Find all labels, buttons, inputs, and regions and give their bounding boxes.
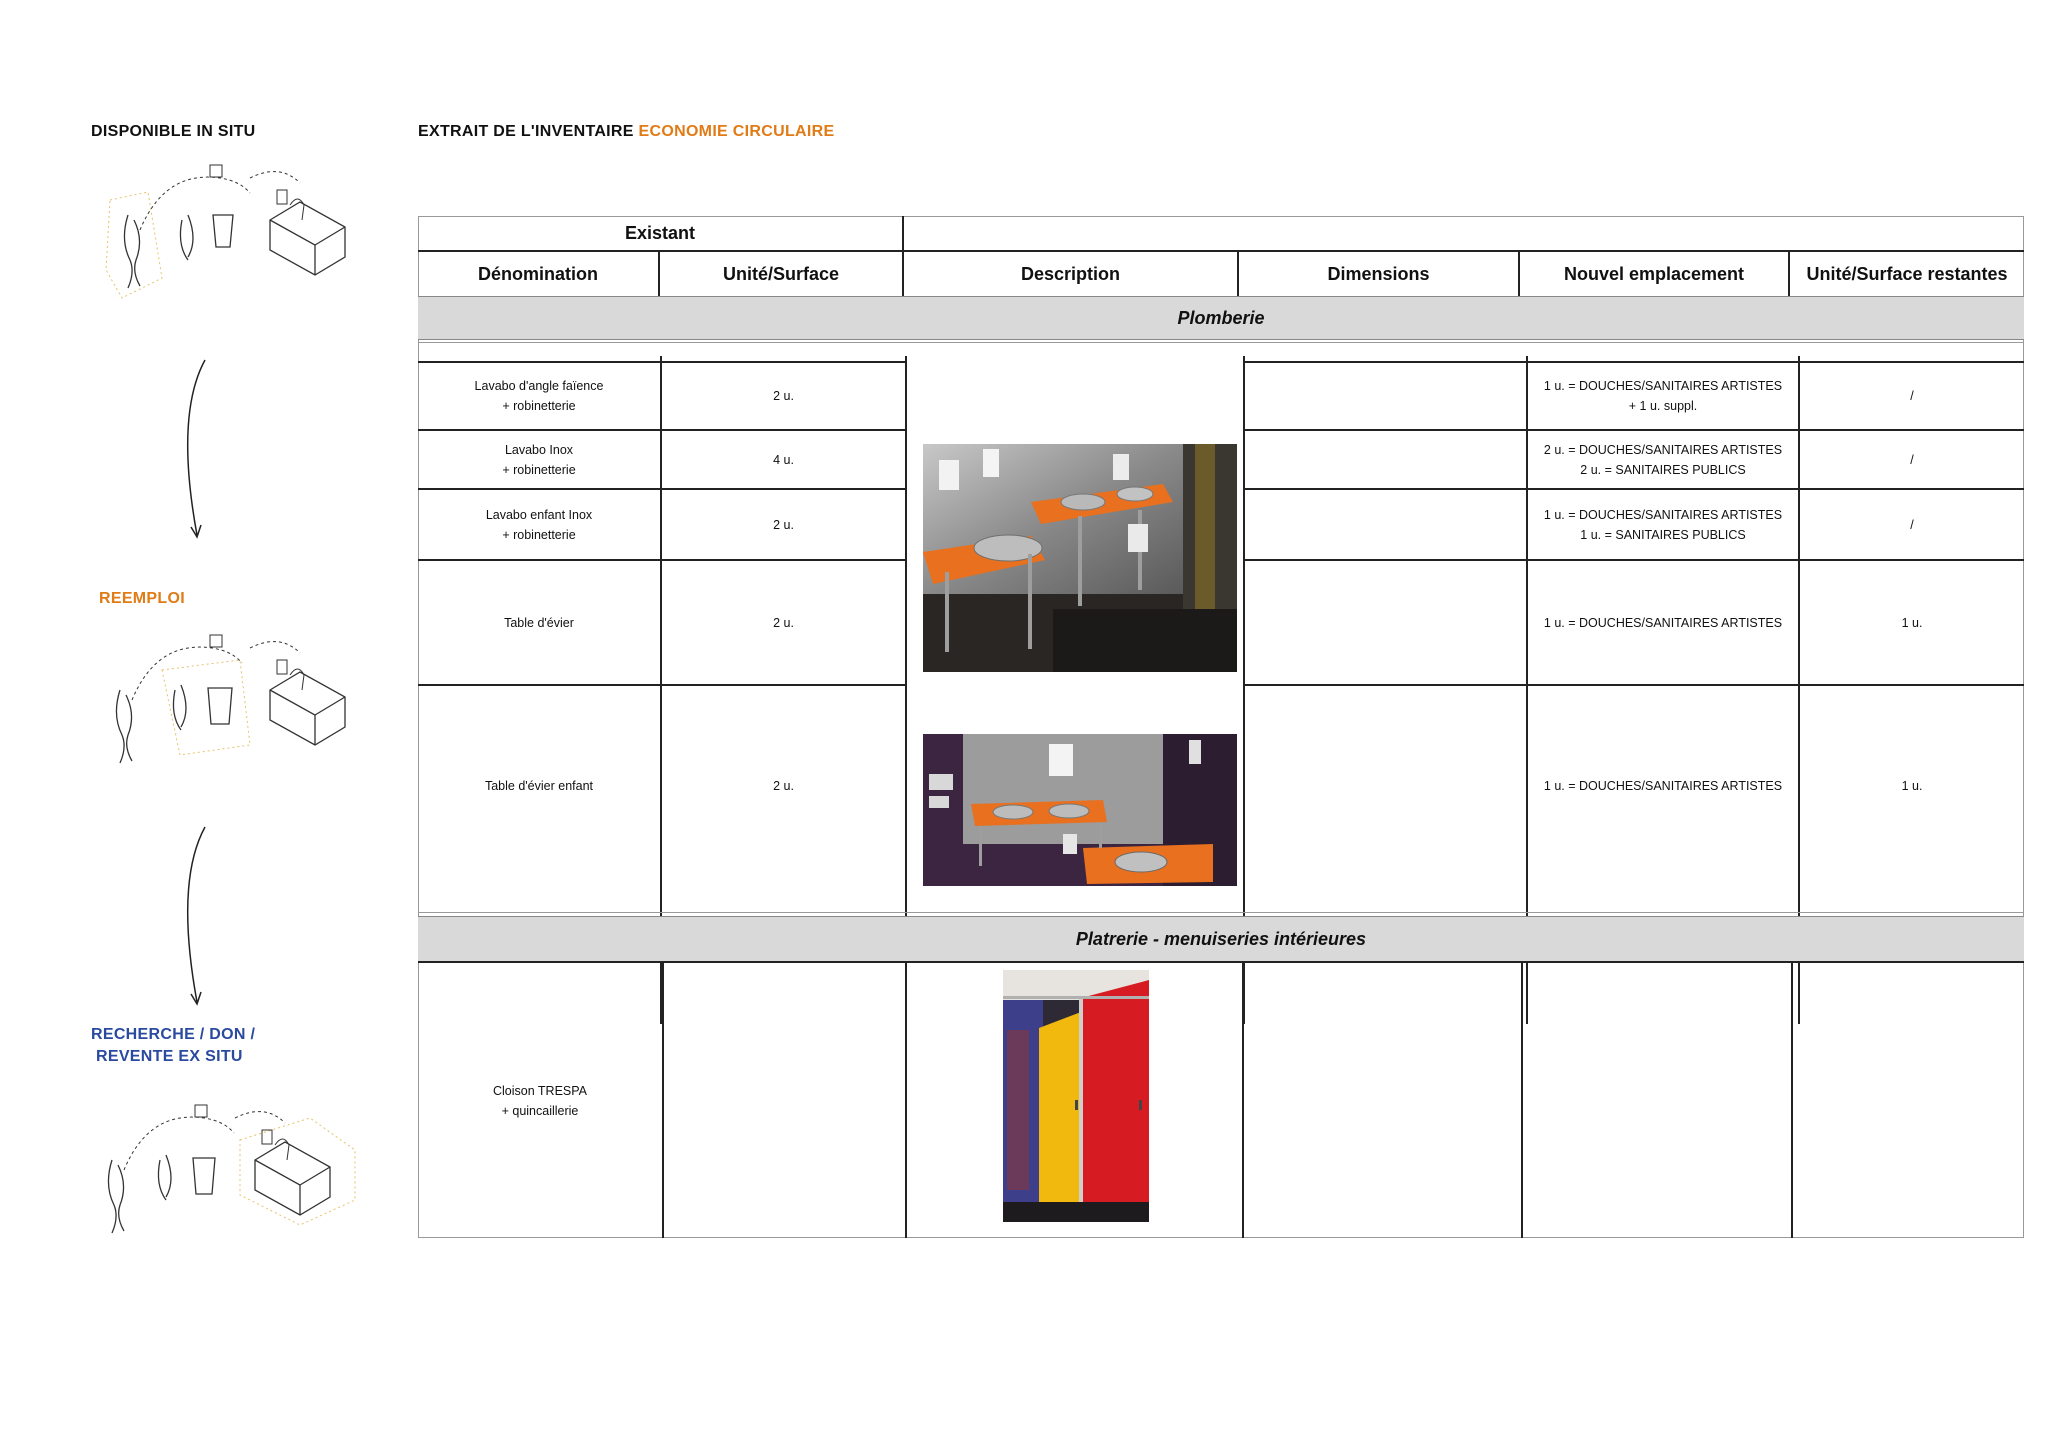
photo-cloison-trespa [1003, 970, 1149, 1222]
recherche-label-line1: RECHERCHE / DON / [91, 1026, 256, 1043]
reemploi-label: REEMPLOI [99, 590, 185, 607]
row1-emplacement: 1 u. = DOUCHES/SANITAIRES ARTISTES + 1 u. suppl. [1543, 379, 1783, 413]
divider [1791, 961, 1793, 1238]
sketch-recherche [100, 1100, 360, 1240]
divider [418, 912, 2024, 913]
divider [418, 342, 2024, 343]
row2-unite: 4 u. [773, 452, 794, 467]
row1-restantes: / [1910, 389, 1914, 403]
row5-denomination: Table d'évier enfant [484, 779, 593, 793]
title-highlight: ECONOMIE CIRCULAIRE [638, 123, 835, 140]
arrow-down-2 [175, 822, 215, 1007]
row4-unite: 2 u. [773, 615, 794, 630]
row3-restantes: / [1910, 517, 1914, 532]
divider [1242, 961, 1244, 1238]
inventory-table [418, 216, 2024, 1238]
sketch-disponible [100, 160, 360, 300]
col-header-denomination: Dénomination [478, 263, 598, 284]
row5-restantes: 1 u. [1901, 779, 1923, 793]
recherche-label-line2: REVENTE EX SITU [96, 1048, 243, 1065]
row4-emplacement: 1 u. = DOUCHES/SANITAIRES ARTISTES [1543, 615, 1783, 630]
row1-unite: 2 u. [773, 389, 794, 403]
photo-evier-enfant [923, 734, 1237, 886]
col-header-restantes: Unité/Surface restantes [1806, 263, 2008, 284]
group-header-existant: Existant [624, 222, 696, 243]
page-title [418, 123, 834, 141]
section-title-platrerie: Platrerie - menuiseries intérieures [1075, 928, 1367, 949]
row5-emplacement: 1 u. = DOUCHES/SANITAIRES ARTISTES [1543, 779, 1783, 793]
title-prefix: EXTRAIT DE L'INVENTAIRE [418, 123, 634, 140]
row5-unite: 2 u. [773, 779, 794, 793]
divider [905, 961, 907, 1238]
sketch-reemploi [100, 630, 360, 770]
row1-denomination: Lavabo d'angle faïence + robinetterie [474, 379, 604, 413]
section-title-plomberie: Plomberie [1177, 307, 1265, 328]
col-header-description: Description [1020, 263, 1121, 284]
row3-emplacement: 1 u. = DOUCHES/SANITAIRES ARTISTES 1 u. = SANITAIRES PUBLICS [1543, 507, 1783, 542]
row3-unite: 2 u. [773, 517, 794, 532]
disponible-label: DISPONIBLE IN SITU [91, 123, 256, 140]
col-header-dimensions: Dimensions [1327, 263, 1430, 284]
row2-emplacement: 2 u. = DOUCHES/SANITAIRES ARTISTES 2 u. = SANITAIRES PUBLICS [1543, 442, 1783, 477]
row2-denomination: Lavabo Inox + robinetterie [502, 442, 576, 477]
row2-restantes: / [1910, 452, 1914, 467]
divider [662, 961, 664, 1238]
row4-denomination: Table d'évier [504, 615, 574, 630]
row4-restantes: 1 u. [1901, 615, 1923, 630]
row6-denomination: Cloison TRESPA + quincaillerie [492, 1083, 588, 1118]
col-header-emplacement: Nouvel emplacement [1563, 263, 1745, 284]
row3-denomination: Lavabo enfant Inox + robinetterie [485, 507, 593, 542]
photo-lavabos-inox [923, 444, 1237, 672]
col-header-unite: Unité/Surface [722, 263, 840, 284]
divider [1521, 961, 1523, 1238]
arrow-down-1 [175, 355, 215, 540]
